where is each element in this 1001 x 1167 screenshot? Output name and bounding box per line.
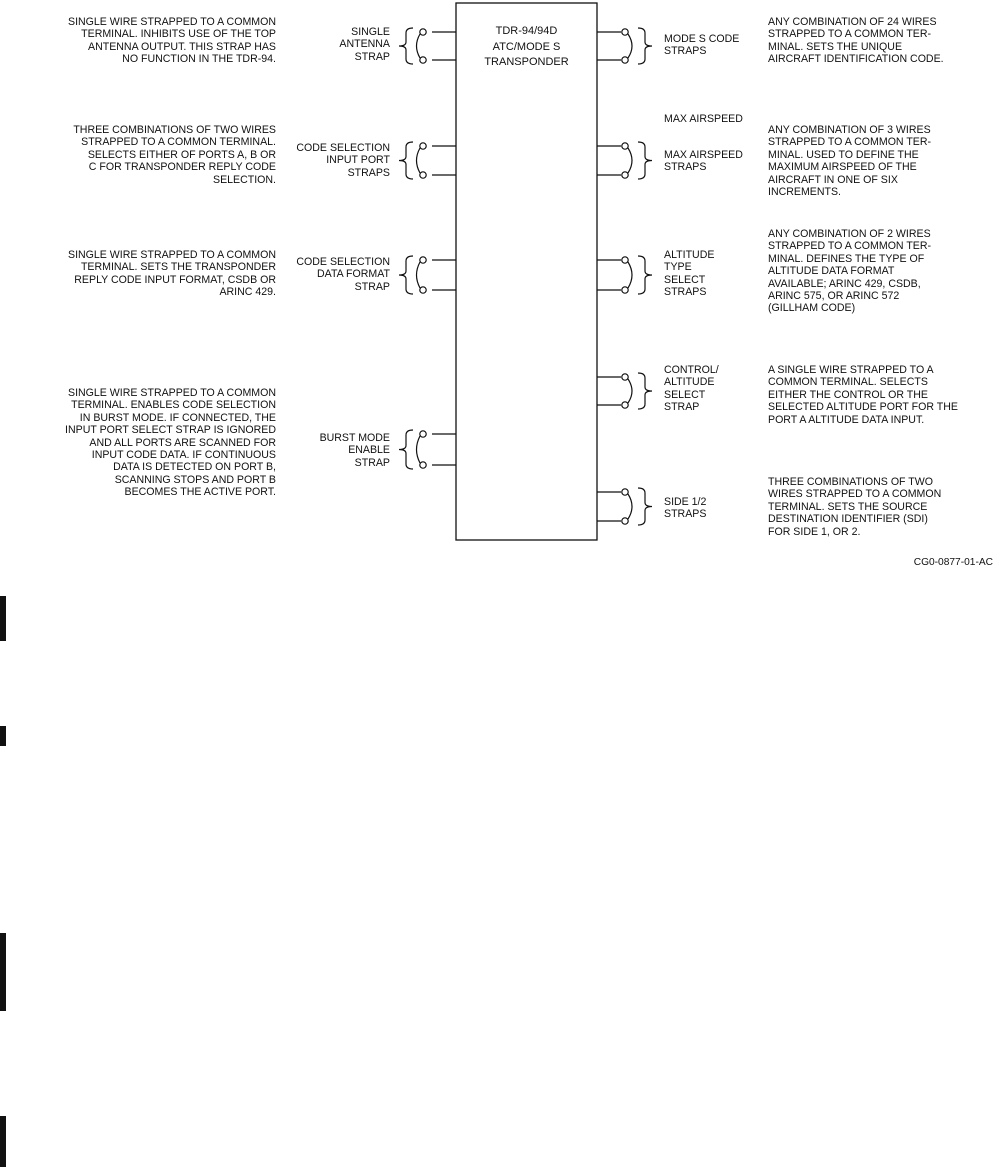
altitude-type-description: ANY COMBINATION OF 2 WIRES STRAPPED TO A COMMON TER- MINAL. DEFINES THE TYPE OF ALTITUDE DATA FORMAT AVAILABLE; ARINC 429, CSDB, ARINC 575, OR ARINC 572 (GILLHAM CODE) xyxy=(768,228,932,315)
change-bar xyxy=(0,933,6,1011)
change-bar xyxy=(0,1116,6,1167)
strap-arc xyxy=(628,379,632,403)
terminal xyxy=(420,172,426,178)
burst-mode-description: SINGLE WIRE STRAPPED TO A COMMON TERMINAL. ENABLES CODE SELECTION IN BURST MODE. IF CONNECTED, THE INPUT PORT SELECT STRAP IS IGNORED AND ALL PORTS ARE SCANNED FOR INPUT CODE DATA. IF CONTINUOUS DATA IS DETECTED ON PORT B, SCANNING STOPS AND PORT B BECOMES THE ACTIVE PORT. xyxy=(65,387,276,499)
terminal xyxy=(622,143,628,149)
terminal xyxy=(622,402,628,408)
terminal xyxy=(622,374,628,380)
brace xyxy=(638,256,652,294)
side-1-2-label: SIDE 1/2 STRAPS xyxy=(664,496,707,521)
strap-arc xyxy=(417,436,421,463)
strap-arc xyxy=(417,262,421,288)
max-airspeed-description: ANY COMBINATION OF 3 WIRES STRAPPED TO A COMMON TER- MINAL. USED TO DEFINE THE MAXIMUM AIRSPEED OF THE AIRCRAFT IN ONE OF SIX INCREMENTS. xyxy=(768,124,932,199)
control-altitude-label: CONTROL/ ALTITUDE SELECT STRAP xyxy=(664,364,719,414)
max-airspeed-label: MAX AIRSPEED STRAPS xyxy=(664,149,743,174)
terminal xyxy=(622,29,628,35)
strap-groups xyxy=(399,28,652,525)
strap-arc xyxy=(417,34,421,58)
code-selection-input-label: CODE SELECTION INPUT PORT STRAPS xyxy=(296,142,390,179)
terminal xyxy=(622,172,628,178)
strap-arc xyxy=(628,148,632,173)
max-airspeed-header: MAX AIRSPEED xyxy=(664,113,743,125)
terminal xyxy=(622,57,628,63)
figure-id: CG0-0877-01-AC xyxy=(913,557,993,568)
strap-arc xyxy=(628,34,632,58)
brace xyxy=(399,256,413,294)
mode-s-code-label: MODE S CODE STRAPS xyxy=(664,33,740,58)
burst-mode-label: BURST MODE ENABLE STRAP xyxy=(319,432,390,469)
terminal xyxy=(420,143,426,149)
transponder-box xyxy=(456,3,597,540)
terminal xyxy=(622,257,628,263)
transponder-label: TDR-94/94D ATC/MODE S TRANSPONDER xyxy=(484,25,569,68)
terminal xyxy=(420,462,426,468)
brace xyxy=(638,373,652,409)
single-antenna-label: SINGLE ANTENNA STRAP xyxy=(339,26,390,63)
single-antenna-description: SINGLE WIRE STRAPPED TO A COMMON TERMINAL. INHIBITS USE OF THE TOP ANTENNA OUTPUT. THIS STRAP HAS NO FUNCTION IN THE TDR-94. xyxy=(68,16,276,66)
brace xyxy=(638,28,652,64)
terminal xyxy=(420,431,426,437)
code-selection-data-label: CODE SELECTION DATA FORMAT STRAP xyxy=(296,256,390,293)
terminal xyxy=(420,57,426,63)
brace xyxy=(638,488,652,525)
strap-arc xyxy=(628,262,632,288)
code-selection-input-description: THREE COMBINATIONS OF TWO WIRES STRAPPED TO A COMMON TERMINAL. SELECTS EITHER OF PORTS A, B OR C FOR TRANSPONDER REPLY CODE SELECTION. xyxy=(73,124,276,186)
brace xyxy=(399,142,413,179)
strap-arc xyxy=(417,148,421,173)
terminal xyxy=(420,29,426,35)
strap-arc xyxy=(628,494,632,519)
terminal xyxy=(622,518,628,524)
terminal xyxy=(622,489,628,495)
brace xyxy=(399,430,413,469)
change-bar xyxy=(0,726,6,746)
mode-s-code-description: ANY COMBINATION OF 24 WIRES STRAPPED TO A COMMON TER- MINAL. SETS THE UNIQUE AIRCRAFT IDENTIFICATION CODE. xyxy=(768,16,944,66)
terminal xyxy=(622,287,628,293)
altitude-type-label: ALTITUDE TYPE SELECT STRAPS xyxy=(664,249,715,299)
change-bar xyxy=(0,596,6,641)
brace xyxy=(638,142,652,179)
code-selection-data-description: SINGLE WIRE STRAPPED TO A COMMON TERMINAL. SETS THE TRANSPONDER REPLY CODE INPUT FORMAT, CSDB OR ARINC 429. xyxy=(68,249,276,299)
side-1-2-description: THREE COMBINATIONS OF TWO WIRES STRAPPED TO A COMMON TERMINAL. SETS THE SOURCE DESTINATION IDENTIFIER (SDI) FOR SIDE 1, OR 2. xyxy=(768,476,942,538)
control-altitude-description: A SINGLE WIRE STRAPPED TO A COMMON TERMINAL. SELECTS EITHER THE CONTROL OR THE SELECTED ALTITUDE PORT FOR THE PORT A ALTITUDE DATA INPUT. xyxy=(768,364,958,426)
terminal xyxy=(420,287,426,293)
terminal xyxy=(420,257,426,263)
brace xyxy=(399,28,413,64)
